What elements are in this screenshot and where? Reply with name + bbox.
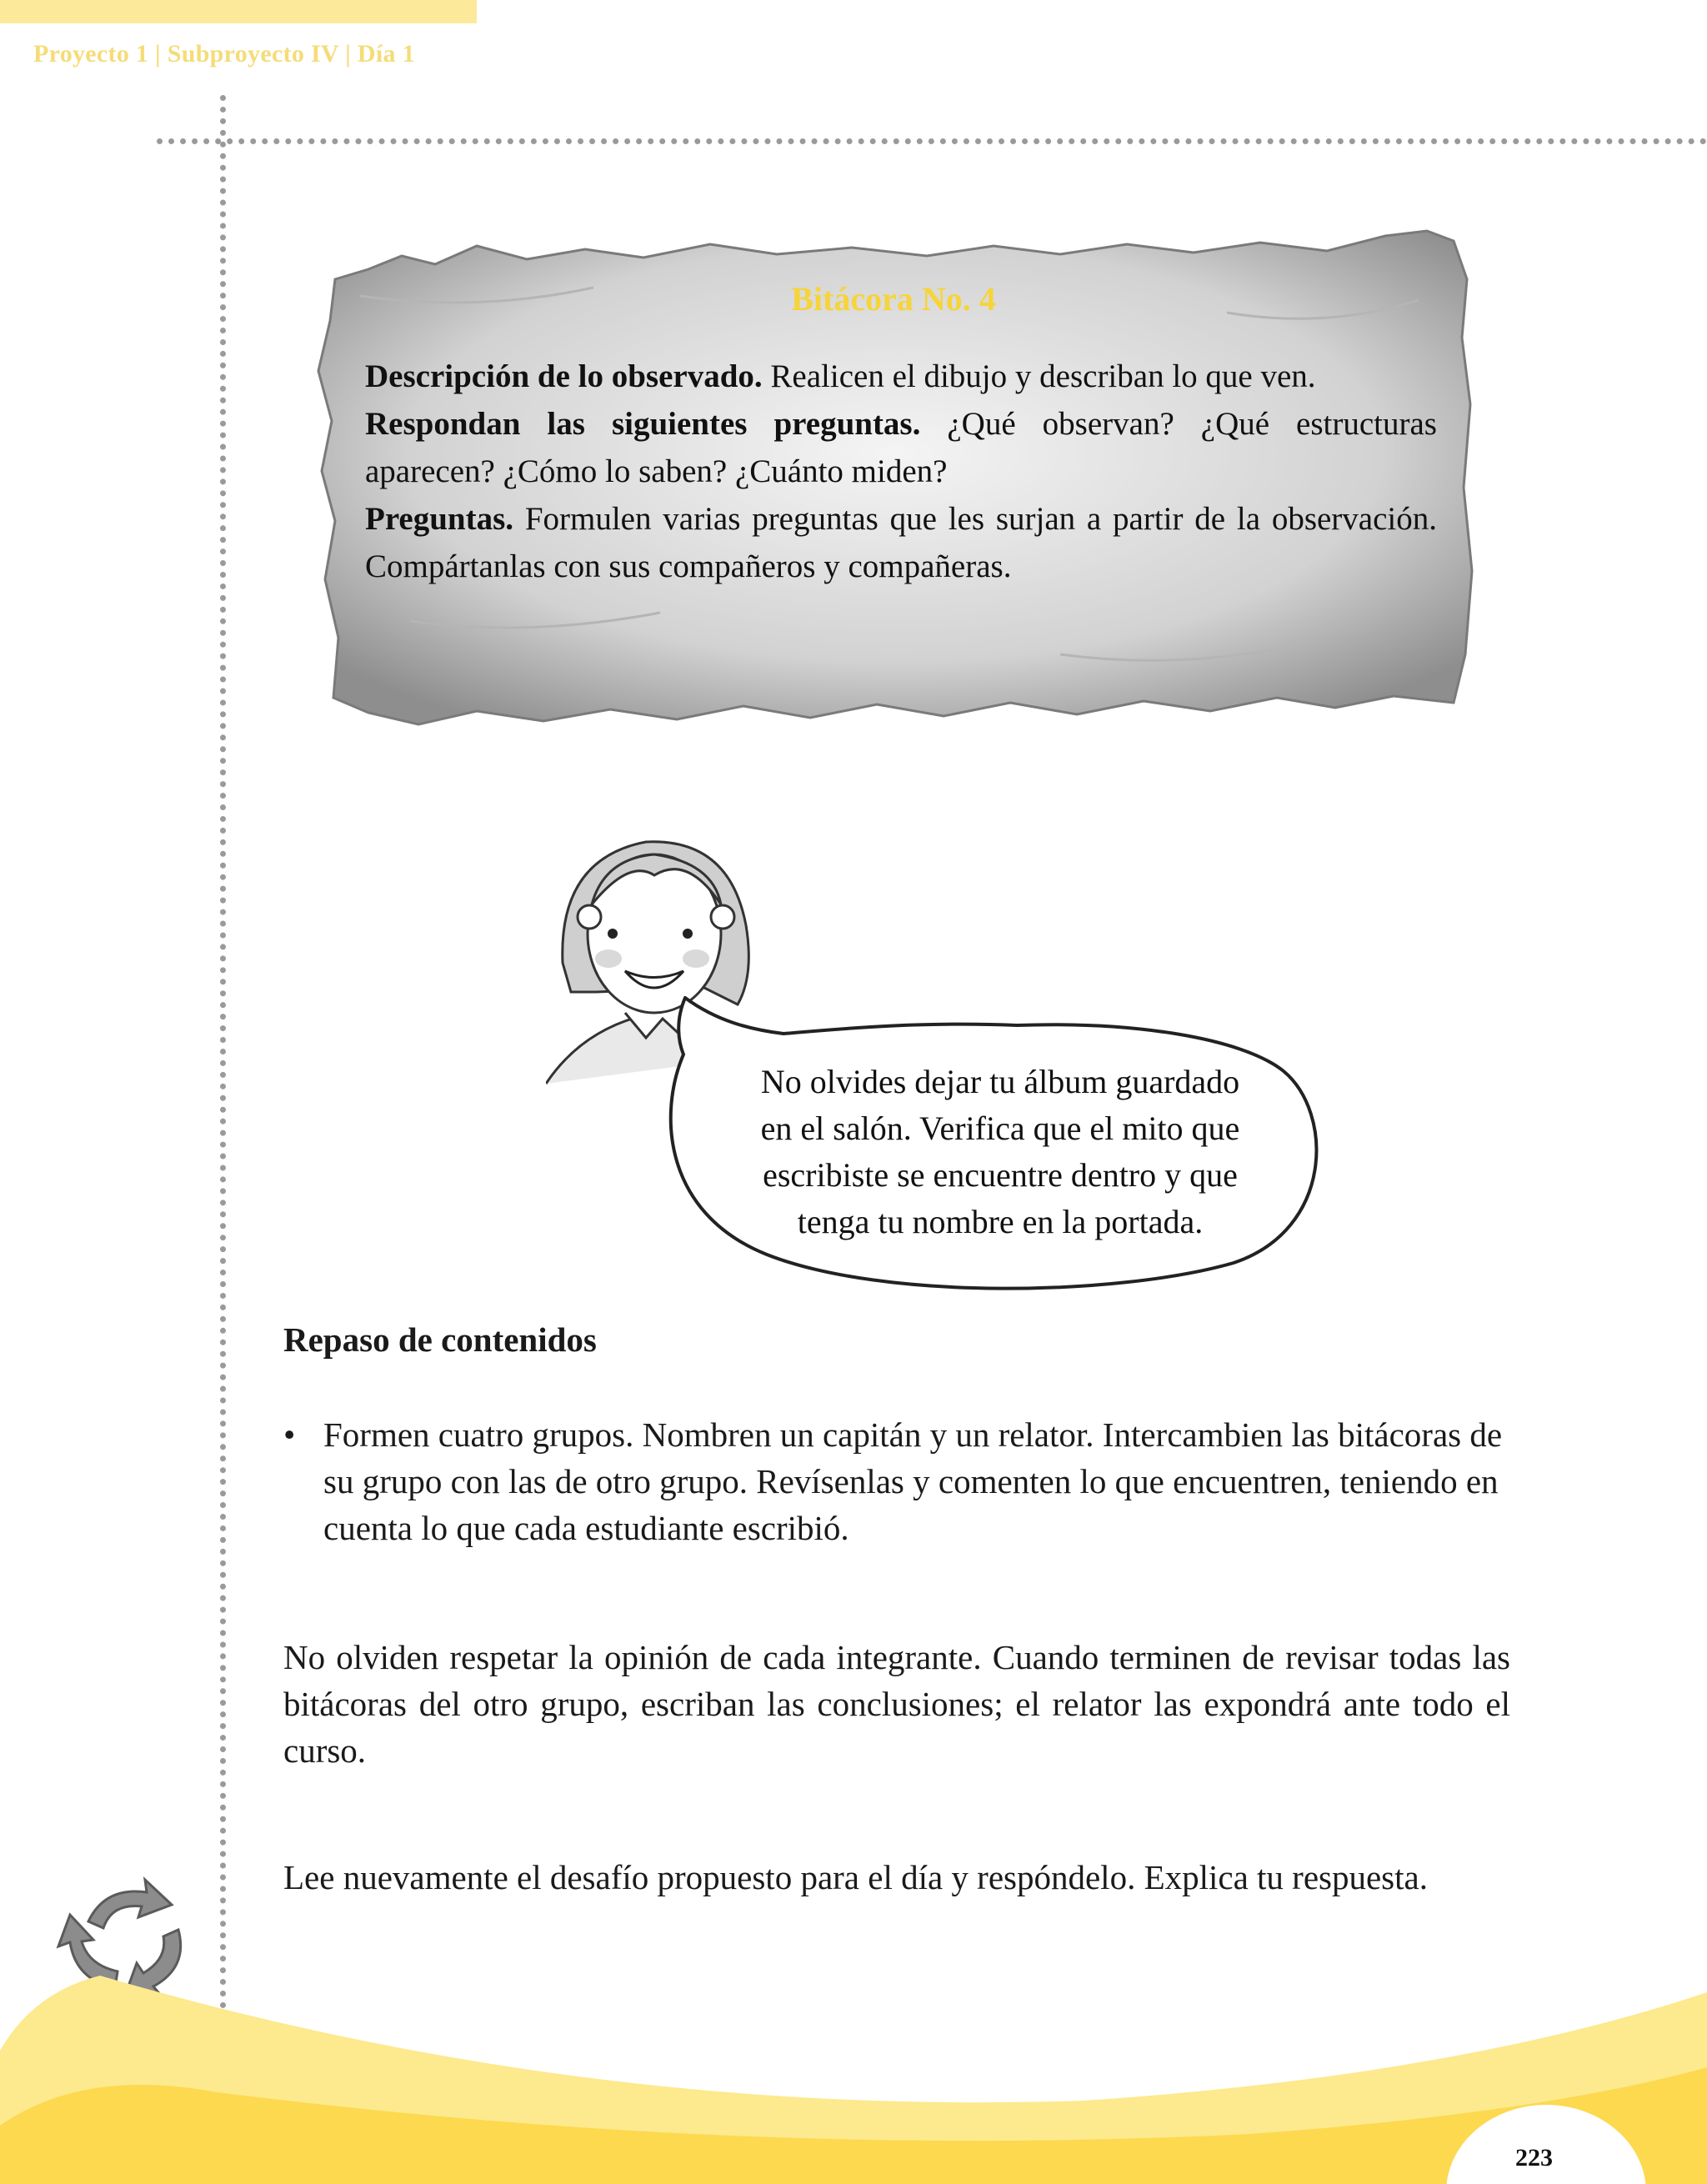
bitacora-item-label: Respondan las siguientes preguntas. [365,406,921,442]
running-head: Proyecto 1 | Subproyecto IV | Día 1 [33,40,415,68]
repaso-bullet-list [283,1411,1510,1551]
section-title-repaso: Repaso de contenidos [283,1320,597,1359]
bitacora-item [365,353,1437,400]
bitacora-item-label: Preguntas. [365,501,514,537]
bitacora-item-text: Formulen varias preguntas que les surjan a partir de la observación. Compártanlas con sus compañeros y compañeras. [365,501,1437,584]
dotted-rule-vertical [220,95,226,2184]
dotted-rule-horizontal [157,138,1707,144]
bitacora-title: Bitácora No. 4 [791,280,996,318]
bitacora-parchment [310,221,1477,732]
footer-wave [0,1942,1707,2184]
list-item: • Formen cuatro grupos. Nombren un capitán y un relator. Intercambien las bitácoras de su grupo con las de otro grupo. Revísenlas y comenten lo que encuentren, teniendo en cuenta lo que cada estudiante escribió. [283,1411,1510,1551]
top-color-strip [0,0,477,23]
page-number: 223 [1515,2144,1553,2171]
speech-line: escribiste se encuentre dentro y que [763,1156,1238,1194]
speech-line: No olvides dejar tu álbum guardado [760,1063,1240,1100]
speech-line: tenga tu nombre en la portada. [797,1203,1204,1240]
bitacora-item [365,400,1437,495]
speech-bubble-text [708,1059,1292,1245]
bitacora-item-text: ¿Qué observan? ¿Qué estructuras aparecen? ¿Cómo lo saben? ¿Cuánto miden? [365,406,1437,489]
bitacora-item [365,495,1437,590]
paragraph-desafio: Lee nuevamente el desafío propuesto para el día y respóndelo. Explica tu respuesta. [283,1858,1428,1896]
paragraph-opinion: No olviden respetar la opinión de cada integrante. Cuando terminen de revisar todas las bitácoras del otro grupo, escriban las conclusiones; el relator las expondrá ante todo el curso. [283,1638,1510,1770]
speech-line: en el salón. Verifica que el mito que [760,1110,1240,1147]
bitacora-item-text: Realicen el dibujo y describan lo que ven. [762,358,1316,394]
bitacora-item-label: Descripción de lo observado. [365,358,763,394]
bitacora-body [365,353,1437,590]
